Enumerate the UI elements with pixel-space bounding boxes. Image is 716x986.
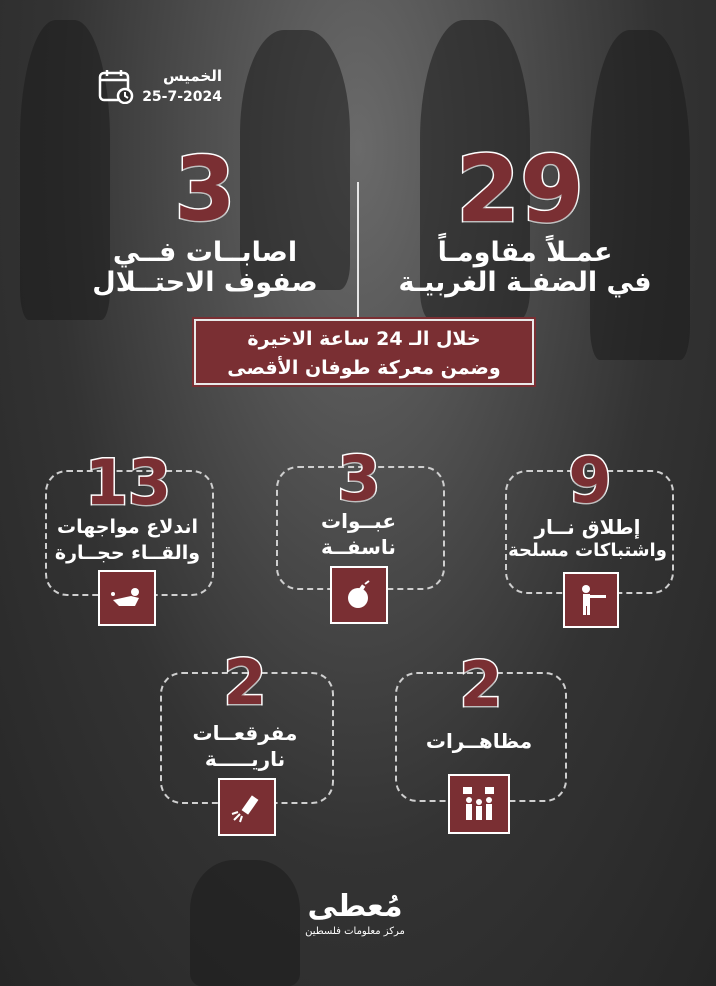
card-number-demonstrations: 2 xyxy=(459,648,503,721)
stat-number-injuries: 3 xyxy=(174,138,236,241)
banner-line1: خلال الـ 24 ساعة الاخيرة xyxy=(247,328,481,350)
stat-label-operations-line1: عمـلاً مقاومـاً xyxy=(437,237,613,268)
card-number-shooting: 9 xyxy=(568,444,612,517)
card-label-shooting-line1: إطلاق نــار xyxy=(534,515,641,539)
background-figure xyxy=(190,860,300,986)
card-label-demonstrations: مظاهــرات xyxy=(425,729,533,753)
divider-line xyxy=(357,182,359,320)
brand-logo: مُعطى xyxy=(307,889,403,924)
card-label-fireworks-line1: مفرقعــات xyxy=(192,721,298,745)
card-label-shooting-line2: واشتباكات مسلحة xyxy=(508,540,667,561)
card-label-fireworks-line2: ناريـــــة xyxy=(204,747,286,771)
demonstration-icon xyxy=(448,774,510,834)
card-label-confrontations-line1: اندلاع مواجهات xyxy=(56,516,198,538)
period-banner xyxy=(194,319,534,385)
stone-thrower-icon xyxy=(98,570,156,626)
card-label-explosives-line2: ناسفــة xyxy=(321,535,396,559)
card-label-explosives-line1: عبــوات xyxy=(321,509,396,533)
brand-subtitle: مركز معلومات فلسطين xyxy=(305,926,405,937)
calendar-icon xyxy=(98,68,134,104)
stat-label-injuries-line2: صفوف الاحتــلال xyxy=(92,267,318,298)
shooter-icon xyxy=(563,572,619,628)
card-label-confrontations-line2: والقــاء حجــارة xyxy=(54,542,201,564)
stat-label-operations-line2: في الضفـة الغربيـة xyxy=(398,267,652,298)
card-number-confrontations: 13 xyxy=(84,446,172,519)
banner-line2: وضمن معركة طوفان الأقصى xyxy=(227,357,501,379)
date-value: 25-7-2024 xyxy=(142,89,222,105)
date-day: الخميس xyxy=(163,67,222,85)
bomb-icon xyxy=(330,566,388,624)
card-number-fireworks: 2 xyxy=(223,646,267,719)
firework-icon xyxy=(218,778,276,836)
stat-number-operations: 29 xyxy=(455,136,585,243)
card-number-explosives: 3 xyxy=(337,442,381,515)
stat-label-injuries-line1: اصابــات فــي xyxy=(112,237,298,268)
